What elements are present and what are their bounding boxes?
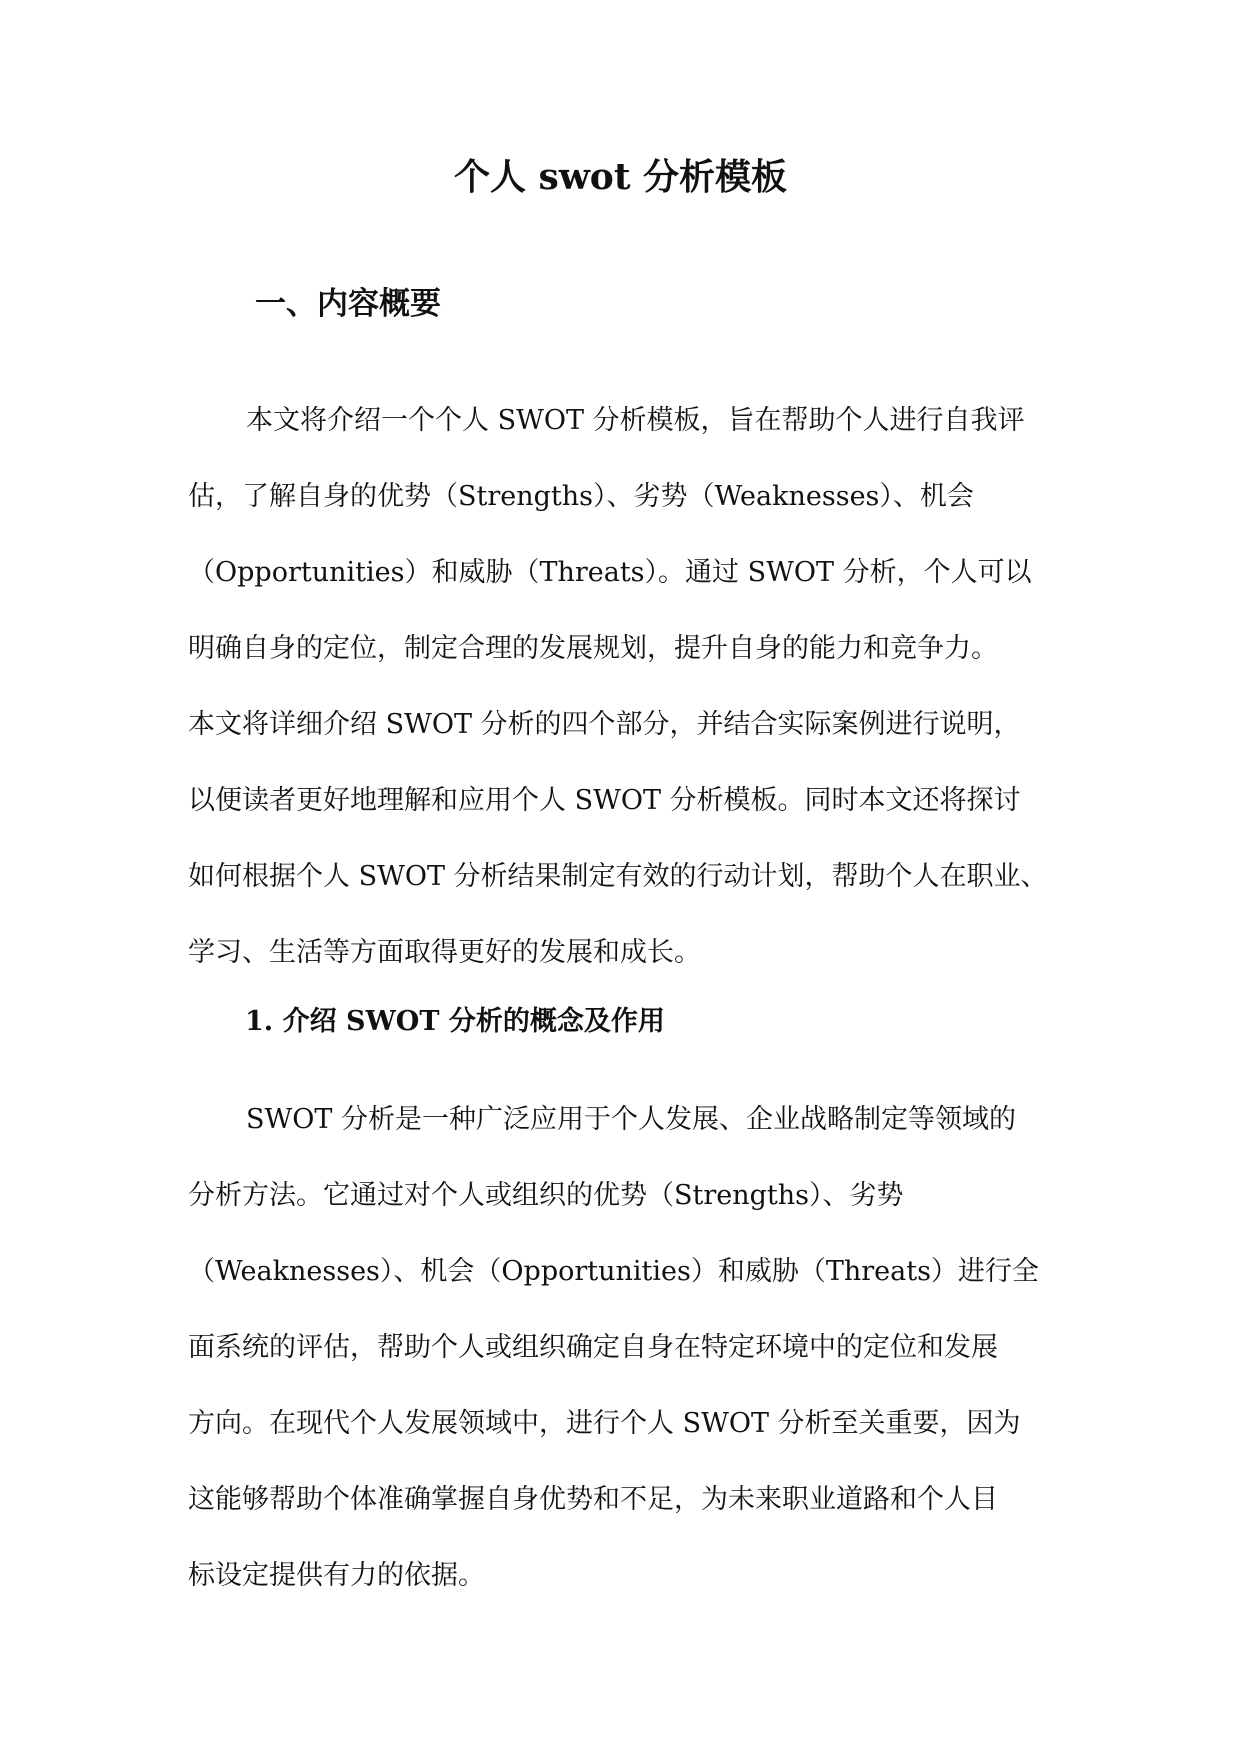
paragraph-line: 方向。在现代个人发展领域中，进行个人 SWOT 分析至关重要，因为 bbox=[188, 1408, 1021, 1439]
document-title: 个人 swot 分析模板 bbox=[454, 156, 787, 198]
paragraph-line: 这能够帮助个体准确掌握自身优势和不足，为未来职业道路和个人目 bbox=[188, 1484, 998, 1515]
section-heading-content-summary: 一、内容概要 bbox=[255, 286, 441, 322]
paragraph-line: （Weaknesses）、机会（Opportunities）和威胁（Threats）进行全 bbox=[188, 1256, 1039, 1287]
paragraph-line: 以便读者更好地理解和应用个人 SWOT 分析模板。同时本文还将探讨 bbox=[188, 785, 1021, 816]
paragraph-line: （Opportunities）和威胁（Threats）。通过 SWOT 分析，个人可以 bbox=[188, 557, 1032, 588]
paragraph-line: 本文将详细介绍 SWOT 分析的四个部分，并结合实际案例进行说明， bbox=[188, 709, 1021, 740]
paragraph-line: 面系统的评估，帮助个人或组织确定自身在特定环境中的定位和发展 bbox=[188, 1332, 998, 1363]
paragraph-line: 分析方法。它通过对个人或组织的优势（Strengths）、劣势 bbox=[188, 1180, 904, 1211]
paragraph-line: 学习、生活等方面取得更好的发展和成长。 bbox=[188, 937, 701, 968]
paragraph-line: SWOT 分析是一种广泛应用于个人发展、企业战略制定等领域的 bbox=[246, 1104, 1016, 1135]
paragraph-line: 本文将介绍一个个人 SWOT 分析模板，旨在帮助个人进行自我评 bbox=[246, 405, 1025, 436]
paragraph-line: 估，了解自身的优势（Strengths）、劣势（Weaknesses）、机会 bbox=[188, 481, 974, 512]
paragraph-line: 标设定提供有力的依据。 bbox=[188, 1560, 485, 1591]
subsection-heading-swot-concept: 1. 介绍 SWOT 分析的概念及作用 bbox=[245, 1006, 665, 1037]
paragraph-content-summary bbox=[188, 383, 1063, 991]
paragraph-line: 明确自身的定位，制定合理的发展规划，提升自身的能力和竞争力。 bbox=[188, 633, 998, 664]
paragraph-swot-concept bbox=[188, 1082, 1063, 1614]
paragraph-line: 如何根据个人 SWOT 分析结果制定有效的行动计划，帮助个人在职业、 bbox=[188, 861, 1048, 892]
